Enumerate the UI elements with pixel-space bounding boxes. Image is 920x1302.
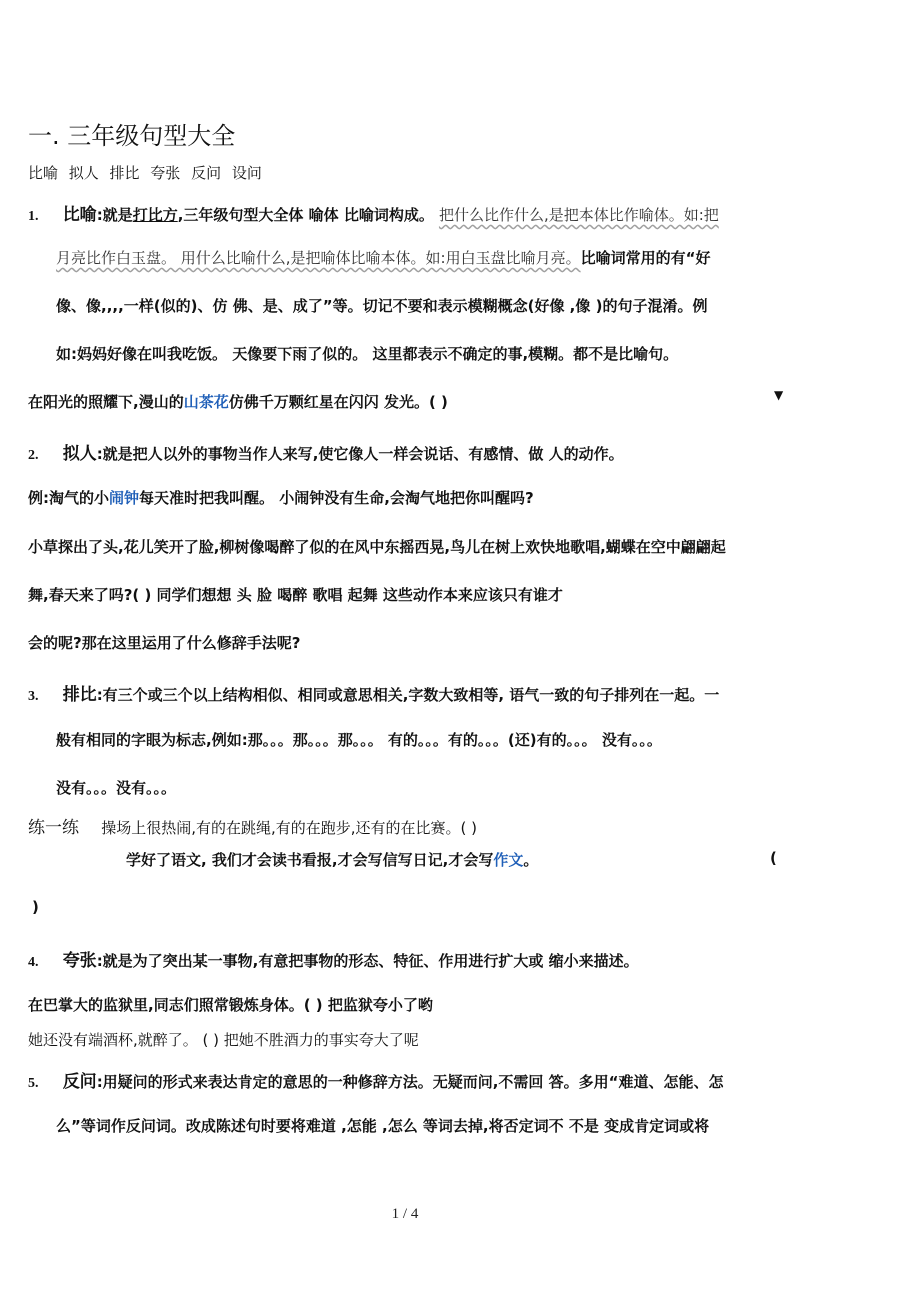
section-3-line-3: 没有。。。没有。。。 — [56, 779, 177, 797]
section-2-example: 例:淘气的小闹钟每天准时把我叫醒。 小闹钟没有生命,会淘气地把你叫醒吗? — [28, 489, 534, 507]
section-2-paragraph-2: 舞,春天来了吗?( ) 同学们想想 头 脸 喝醉 歌唱 起舞 这些动作本来应该只有谁才 — [28, 586, 563, 604]
section-1-example: 在阳光的照耀下,漫山的山茶花仿佛千万颗红星在闪闪 发光。( ) — [28, 393, 448, 411]
link-shanchahua[interactable]: 山茶花 — [183, 393, 229, 411]
link-naozhong[interactable]: 闹钟 — [109, 489, 140, 507]
practice-2-paren-open: ( — [770, 849, 777, 867]
section-heading: 拟人 — [62, 444, 97, 464]
section-1-line-1: 1. 比喻:就是打比方,三年级句型大全体 喻体 比喻词构成。 把什么比作什么,是把本体比作喻体。如:把 — [28, 205, 719, 225]
section-number: 5. — [28, 1076, 39, 1091]
section-heading: 反问 — [62, 1072, 97, 1092]
practice-label: 练一练 — [28, 818, 79, 838]
section-number: 1. — [28, 209, 39, 224]
section-4-example-2: 她还没有端酒杯,就醉了。 ( ) 把她不胜酒力的事实夸大了呢 — [28, 1031, 419, 1049]
link-zuowen[interactable]: 作文 — [493, 851, 524, 869]
section-4-example-1: 在巴掌大的监狱里,同志们照常锻炼身体。( ) 把监狱夸小了哟 — [28, 996, 433, 1014]
section-1-line-4: 如:妈妈好像在叫我吃饭。 天像要下雨了似的。 这里都表示不确定的事,模糊。都不是比喻句。 — [56, 345, 679, 363]
section-5-line-1: 5. 反问:用疑问的形式来表达肯定的意思的一种修辞方法。无疑而问,不需回 答。多用“难道、怎能、怎 — [28, 1072, 724, 1092]
page-title: 一. 三年级句型大全 — [28, 122, 236, 150]
subtitle-types: 比喻 拟人 排比 夸张 反问 设问 — [28, 164, 262, 182]
page-number: 1 / 4 — [391, 1206, 419, 1222]
caret-down-icon: ▼ — [774, 388, 784, 402]
section-number: 2. — [28, 448, 39, 463]
section-2-paragraph-3: 会的呢?那在这里运用了什么修辞手法呢? — [28, 634, 301, 652]
section-1-line-2: 月亮比作白玉盘。 用什么比喻什么,是把喻体比喻本体。如:用白玉盘比喻月亮。比喻词常用的有“好 — [56, 249, 711, 267]
practice-2: 学好了语文, 我们才会读书看报,才会写信写日记,才会写作文。 — [126, 851, 539, 869]
section-2-paragraph-1: 小草探出了头,花儿笑开了脸,柳树像喝醉了似的在风中东摇西晃,鸟儿在树上欢快地歌唱,蝴蝶在空中翩翩起 — [28, 538, 726, 556]
section-number: 4. — [28, 955, 39, 970]
section-3-line-1: 3. 排比:有三个或三个以上结构相似、相同或意思相关,字数大致相等, 语气一致的句子排列在一起。一 — [28, 685, 720, 705]
section-number: 3. — [28, 689, 39, 704]
practice-2-paren-close: ) — [32, 898, 39, 916]
section-heading: 比喻 — [62, 205, 97, 225]
section-4-line-1: 4. 夸张:就是为了突出某一事物,有意把事物的形态、特征、作用进行扩大或 缩小来描述。 — [28, 951, 639, 971]
section-5-line-2: 么”等词作反问词。改成陈述句时要将难道 ,怎能 ,怎么 等词去掉,将否定词不 不是 变成肯定词或将 — [56, 1117, 710, 1135]
section-1-line-3: 像、像,,,,一样(似的)、仿 佛、是、成了”等。切记不要和表示模糊概念(好像 ,像 )的句子混淆。例 — [56, 297, 708, 315]
section-heading: 夸张 — [62, 951, 97, 971]
section-heading: 排比 — [62, 685, 97, 705]
practice-1: 练一练 操场上很热闹,有的在跳绳,有的在跑步,还有的在比赛。( ) — [28, 818, 477, 838]
section-3-line-2: 般有相同的字眼为标志,例如:那。。。那。。。那。。。 有的。。。有的。。。(还)有的。。。 没有。。。 — [56, 731, 662, 749]
section-2-line-1: 2. 拟人:就是把人以外的事物当作人来写,使它像人一样会说话、有感情、做 人的动作。 — [28, 444, 624, 464]
